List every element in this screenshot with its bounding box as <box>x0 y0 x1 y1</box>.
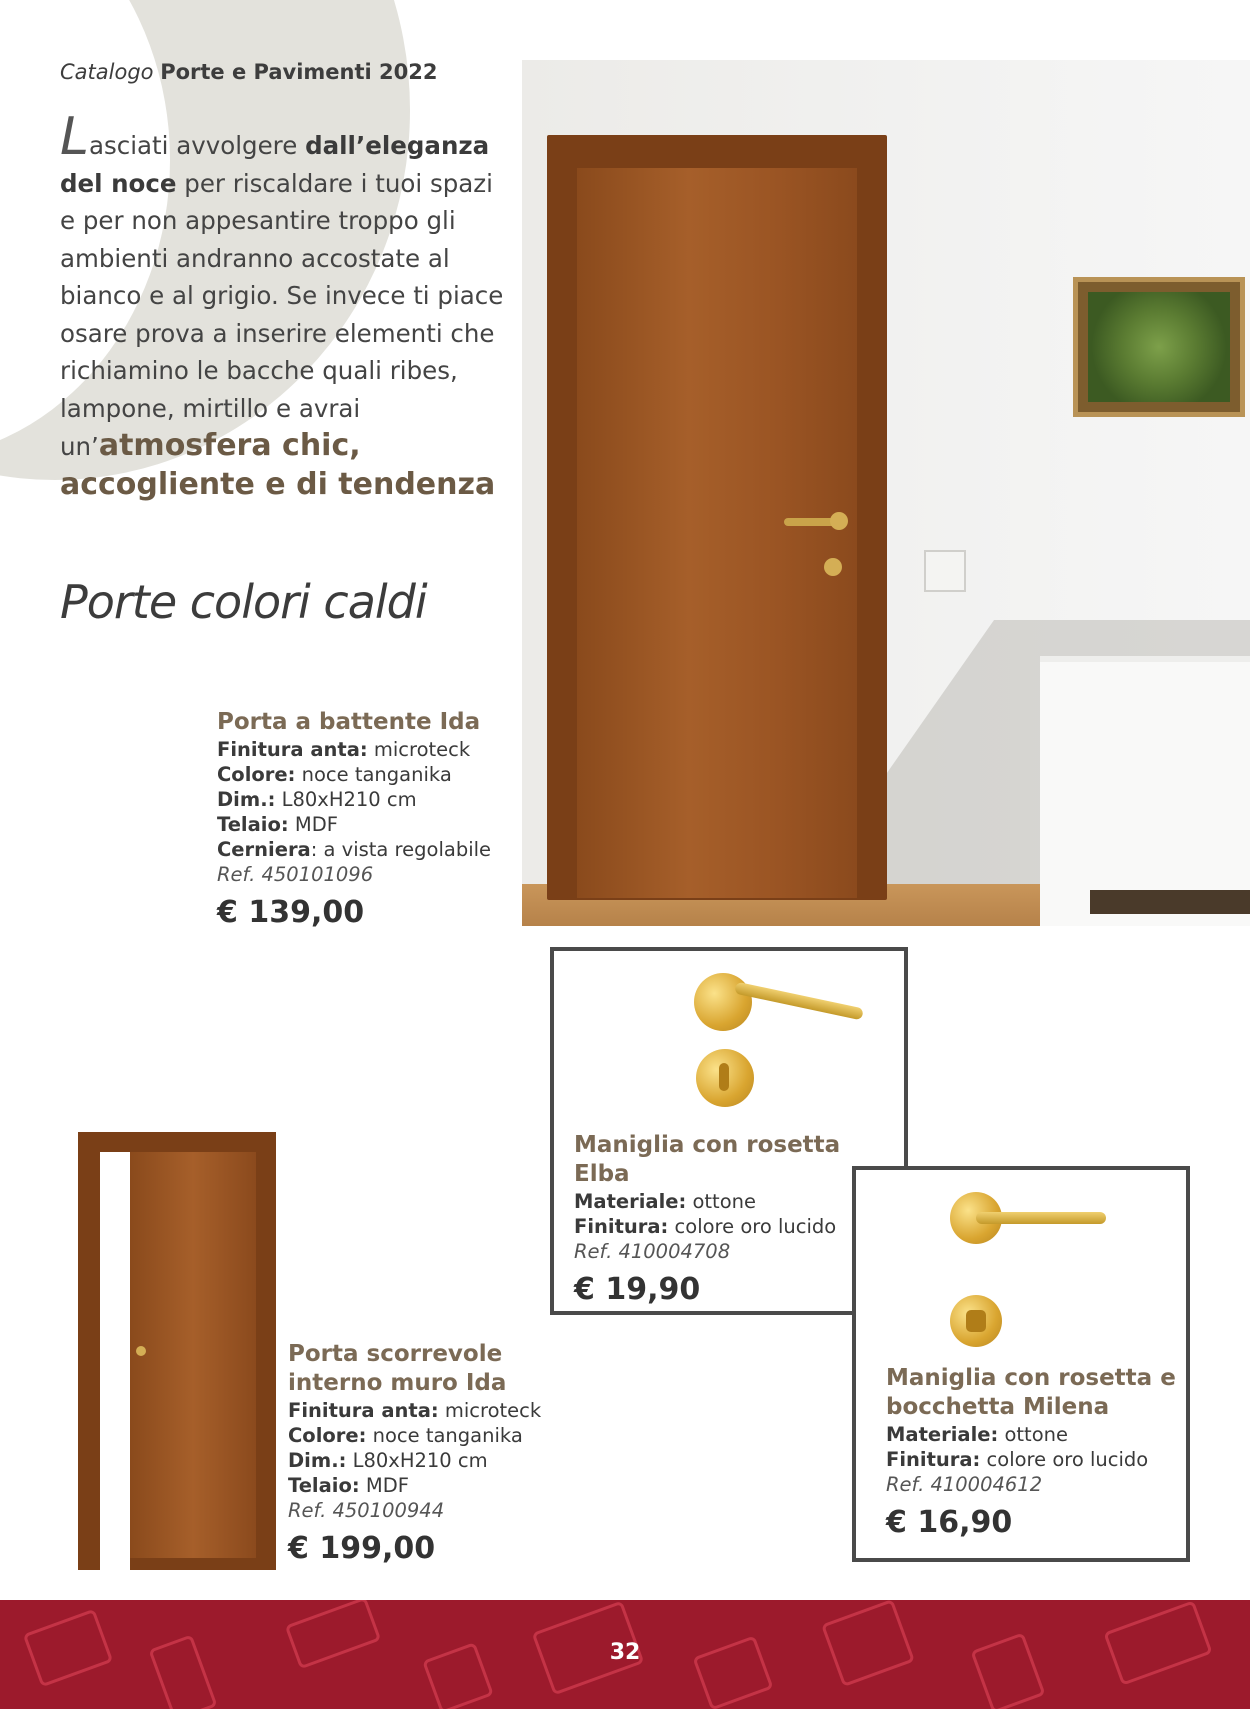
spec-material: Materiale: ottone <box>574 1190 756 1213</box>
product-box-milena <box>852 1166 1190 1562</box>
spec-finish: Finitura anta: microteck <box>288 1399 542 1422</box>
handle-rose-icon <box>830 512 848 530</box>
cabinet-shadow <box>1090 890 1250 914</box>
product-price: € 139,00 <box>217 895 365 930</box>
keyhole-icon <box>824 558 842 576</box>
page-number: 32 <box>609 1640 641 1665</box>
keyhole-icon <box>719 1063 729 1091</box>
wall-picture <box>1073 277 1245 417</box>
spec-material: Materiale: ottone <box>886 1423 1068 1446</box>
spec-frame: Telaio: MDF <box>288 1474 409 1497</box>
catalog-prefix: Catalogo <box>60 60 154 84</box>
product-ref: Ref. 450101096 <box>217 863 374 886</box>
catalog-title: Porte e Pavimenti 2022 <box>160 60 438 84</box>
catalog-header <box>60 60 437 84</box>
intro-bold-2: atmosfera chic, accogliente e di tendenza <box>60 428 496 502</box>
product-elba <box>574 1131 894 1308</box>
sliding-door-panel <box>130 1152 256 1558</box>
product-name: Porta a battente Ida <box>217 709 481 735</box>
intro-text-2: per riscaldare i tuoi spazi e per non appesantire troppo gli ambienti andranno accostate al bianco e al grigio. Se invece ti piace osare prova a inserire elementi che richiamino le bacche quali ribes, lampone, mirtillo e avrai un’ <box>60 168 504 461</box>
product-door-ida <box>217 708 517 931</box>
spec-finish: Finitura anta: microteck <box>217 738 471 761</box>
door-room-photo <box>522 60 1250 926</box>
lever-handle-icon <box>976 1212 1106 1224</box>
product-ref: Ref. 450100944 <box>288 1499 445 1522</box>
section-title: Porte colori caldi <box>60 575 427 629</box>
intro-text-1: asciati avvolgere <box>88 131 306 160</box>
product-ref: Ref. 410004708 <box>574 1240 731 1263</box>
product-milena <box>886 1364 1186 1541</box>
sliding-door-opening <box>100 1152 130 1570</box>
product-sliding-door <box>288 1340 548 1567</box>
intro-paragraph <box>60 107 510 504</box>
lever-handle-icon <box>734 982 864 1021</box>
product-price: € 19,90 <box>574 1272 701 1307</box>
spec-color: Colore: noce tanganika <box>217 763 452 786</box>
sliding-door-knob-icon <box>136 1346 146 1356</box>
spec-frame: Telaio: MDF <box>217 813 338 836</box>
product-name: Maniglia con rosetta e bocchetta Milena <box>886 1365 1176 1420</box>
product-name: Maniglia con rosetta Elba <box>574 1132 841 1187</box>
spec-finish: Finitura: colore oro lucido <box>574 1215 837 1238</box>
spec-color: Colore: noce tanganika <box>288 1424 523 1447</box>
spec-dimensions: Dim.: L80xH210 cm <box>217 788 417 811</box>
product-name: Porta scorrevole interno muro Ida <box>288 1341 507 1396</box>
door-panel <box>577 168 857 898</box>
intro-bold-1: dall’eleganza del noce <box>60 131 490 198</box>
spec-finish: Finitura: colore oro lucido <box>886 1448 1149 1471</box>
footer-band <box>0 1600 1250 1709</box>
white-cabinet <box>1040 656 1250 926</box>
keyhole-icon <box>966 1310 986 1332</box>
product-price: € 16,90 <box>886 1505 1013 1540</box>
product-ref: Ref. 410004612 <box>886 1473 1043 1496</box>
spec-dimensions: Dim.: L80xH210 cm <box>288 1449 488 1472</box>
spec-hinge: Cerniera: a vista regolabile <box>217 838 492 861</box>
product-price: € 199,00 <box>288 1531 436 1566</box>
succulent-plant <box>1088 292 1230 402</box>
light-switch <box>924 550 966 592</box>
intro-dropcap: L <box>60 107 89 167</box>
handle-rose-icon <box>694 973 752 1031</box>
